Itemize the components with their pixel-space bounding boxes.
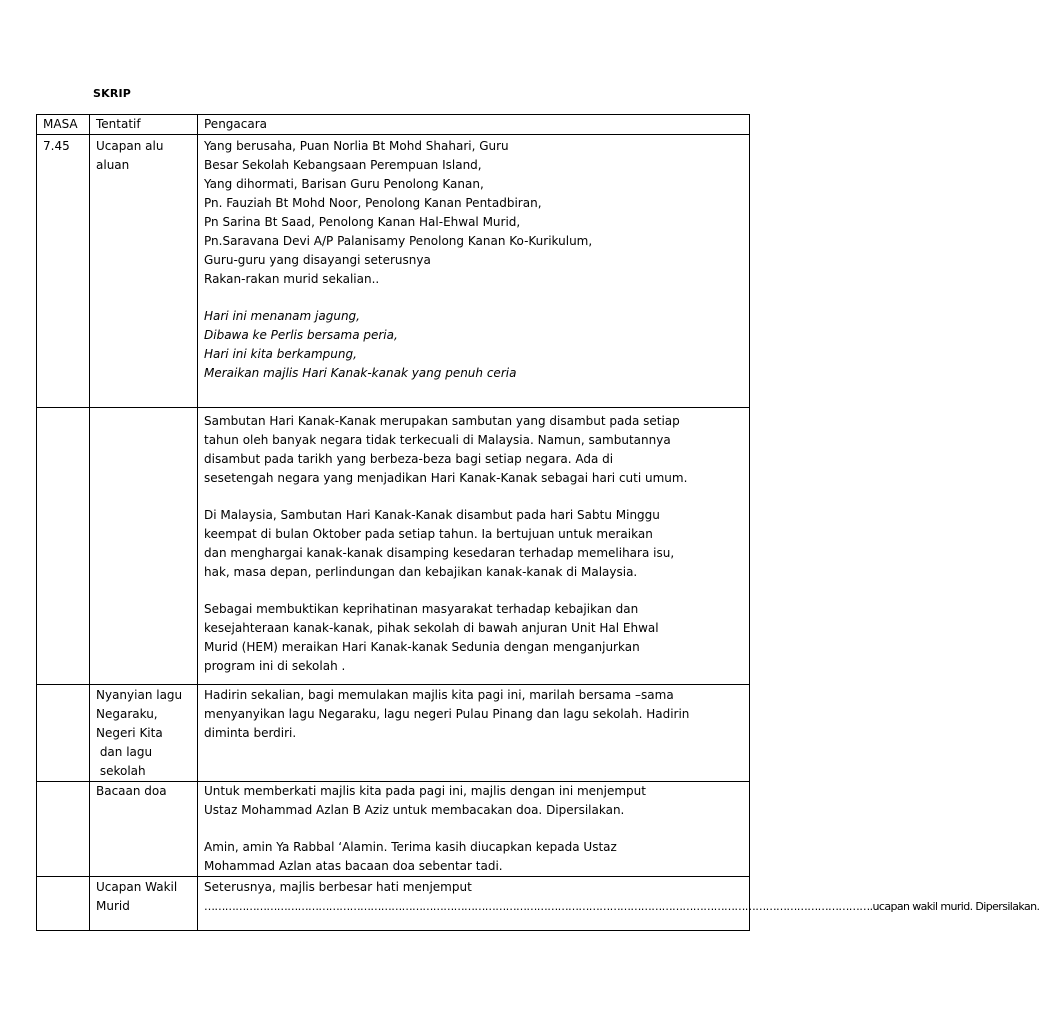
header-pengacara: Pengacara bbox=[198, 115, 750, 135]
tentatif-cell bbox=[90, 782, 198, 877]
masa-cell bbox=[37, 408, 90, 685]
tentatif-line: Ucapan Wakil bbox=[96, 880, 178, 894]
table-row bbox=[37, 685, 750, 782]
text-line: diminta berdiri. bbox=[204, 726, 297, 740]
text-line: Seterusnya, majlis berbesar hati menjemput bbox=[204, 880, 472, 894]
table-header-row bbox=[37, 115, 750, 135]
table-row bbox=[37, 782, 750, 877]
pantun-line: Meraikan majlis Hari Kanak-kanak yang penuh ceria bbox=[204, 366, 517, 380]
text-line: keempat di bulan Oktober pada setiap tahun. Ia bertujuan untuk meraikan bbox=[204, 527, 653, 541]
paragraph bbox=[204, 506, 743, 582]
paragraph bbox=[204, 686, 743, 743]
pengacara-cell bbox=[198, 135, 750, 408]
tentatif-line: dan lagu bbox=[96, 745, 153, 759]
greeting-line: Guru-guru yang disayangi seterusnya bbox=[204, 253, 431, 267]
greeting-line: Yang berusaha, Puan Norlia Bt Mohd Shahari, Guru bbox=[204, 139, 509, 153]
tentatif-line: aluan bbox=[96, 158, 130, 172]
tentatif-line: Negeri Kita bbox=[96, 726, 163, 740]
greeting-line: Rakan-rakan murid sekalian.. bbox=[204, 272, 380, 286]
text-line: ………………………………………………………………………………………………………………………………………………………………………….ucapan wakil murid. Dipersilakan. bbox=[204, 900, 1039, 913]
table-row bbox=[37, 408, 750, 685]
tentatif-line: Nyanyian lagu bbox=[96, 688, 183, 702]
tentatif-cell bbox=[90, 408, 198, 685]
masa-cell: 7.45 bbox=[37, 135, 90, 408]
tentatif-cell bbox=[90, 135, 198, 408]
text-line: Sambutan Hari Kanak-Kanak merupakan sambutan yang disambut pada setiap bbox=[204, 414, 680, 428]
text-line: Amin, amin Ya Rabbal ‘Alamin. Terima kasih diucapkan kepada Ustaz bbox=[204, 840, 617, 854]
tentatif-cell bbox=[90, 877, 198, 931]
text-line: tahun oleh banyak negara tidak terkecuali di Malaysia. Namun, sambutannya bbox=[204, 433, 671, 447]
pengacara-cell bbox=[198, 408, 750, 685]
text-line: Hadirin sekalian, bagi memulakan majlis kita pagi ini, marilah bersama –sama bbox=[204, 688, 674, 702]
tentatif-line: Negaraku, bbox=[96, 707, 158, 721]
paragraph bbox=[204, 838, 743, 876]
greeting-line: Pn.Saravana Devi A/P Palanisamy Penolong Kanan Ko-Kurikulum, bbox=[204, 234, 593, 248]
tentatif-line: Murid bbox=[96, 899, 130, 913]
greeting-line: Pn. Fauziah Bt Mohd Noor, Penolong Kanan Pentadbiran, bbox=[204, 196, 542, 210]
pantun-line: Hari ini menanam jagung, bbox=[204, 309, 360, 323]
tentatif-line: sekolah bbox=[96, 764, 146, 778]
masa-cell bbox=[37, 685, 90, 782]
text-line: hak, masa depan, perlindungan dan kebajikan kanak-kanak di Malaysia. bbox=[204, 565, 638, 579]
document-title: SKRIP bbox=[93, 87, 132, 100]
pengacara-cell bbox=[198, 685, 750, 782]
paragraph bbox=[204, 782, 743, 820]
tentatif-cell bbox=[90, 685, 198, 782]
pengacara-cell bbox=[198, 877, 1039, 931]
header-masa: MASA bbox=[37, 115, 90, 135]
text-line: Untuk memberkati majlis kita pada pagi ini, majlis dengan ini menjemput bbox=[204, 784, 646, 798]
text-line: dan menghargai kanak-kanak disamping kesedaran terhadap memelihara isu, bbox=[204, 546, 675, 560]
greeting-line: Besar Sekolah Kebangsaan Perempuan Island, bbox=[204, 158, 482, 172]
text-line: Ustaz Mohammad Azlan B Aziz untuk membacakan doa. Dipersilakan. bbox=[204, 803, 625, 817]
greeting-line: Pn Sarina Bt Saad, Penolong Kanan Hal-Ehwal Murid, bbox=[204, 215, 521, 229]
table-row bbox=[37, 877, 750, 931]
text-line: Sebagai membuktikan keprihatinan masyarakat terhadap kebajikan dan bbox=[204, 602, 639, 616]
masa-cell bbox=[37, 782, 90, 877]
text-line: Mohammad Azlan atas bacaan doa sebentar tadi. bbox=[204, 859, 503, 873]
script-table bbox=[36, 114, 1039, 931]
pengacara-cell bbox=[198, 782, 750, 877]
pantun-line: Dibawa ke Perlis bersama peria, bbox=[204, 328, 398, 342]
text-line: menyanyikan lagu Negaraku, lagu negeri Pulau Pinang dan lagu sekolah. Hadirin bbox=[204, 707, 690, 721]
header-tentatif: Tentatif bbox=[90, 115, 198, 135]
table-row bbox=[37, 135, 750, 408]
text-line: disambut pada tarikh yang berbeza-beza bagi setiap negara. Ada di bbox=[204, 452, 614, 466]
paragraph bbox=[204, 600, 743, 676]
paragraph bbox=[204, 412, 743, 488]
text-line: program ini di sekolah . bbox=[204, 659, 346, 673]
text-line: sesetengah negara yang menjadikan Hari Kanak-Kanak sebagai hari cuti umum. bbox=[204, 471, 688, 485]
paragraph bbox=[204, 878, 1039, 916]
text-line: Murid (HEM) meraikan Hari Kanak-kanak Sedunia dengan menganjurkan bbox=[204, 640, 640, 654]
tentatif-line: Bacaan doa bbox=[96, 784, 167, 798]
masa-cell bbox=[37, 877, 90, 931]
tentatif-line: Ucapan alu bbox=[96, 139, 164, 153]
text-line: Di Malaysia, Sambutan Hari Kanak-Kanak disambut pada hari Sabtu Minggu bbox=[204, 508, 660, 522]
greeting-line: Yang dihormati, Barisan Guru Penolong Kanan, bbox=[204, 177, 484, 191]
text-line: kesejahteraan kanak-kanak, pihak sekolah di bawah anjuran Unit Hal Ehwal bbox=[204, 621, 659, 635]
pantun-line: Hari ini kita berkampung, bbox=[204, 347, 357, 361]
